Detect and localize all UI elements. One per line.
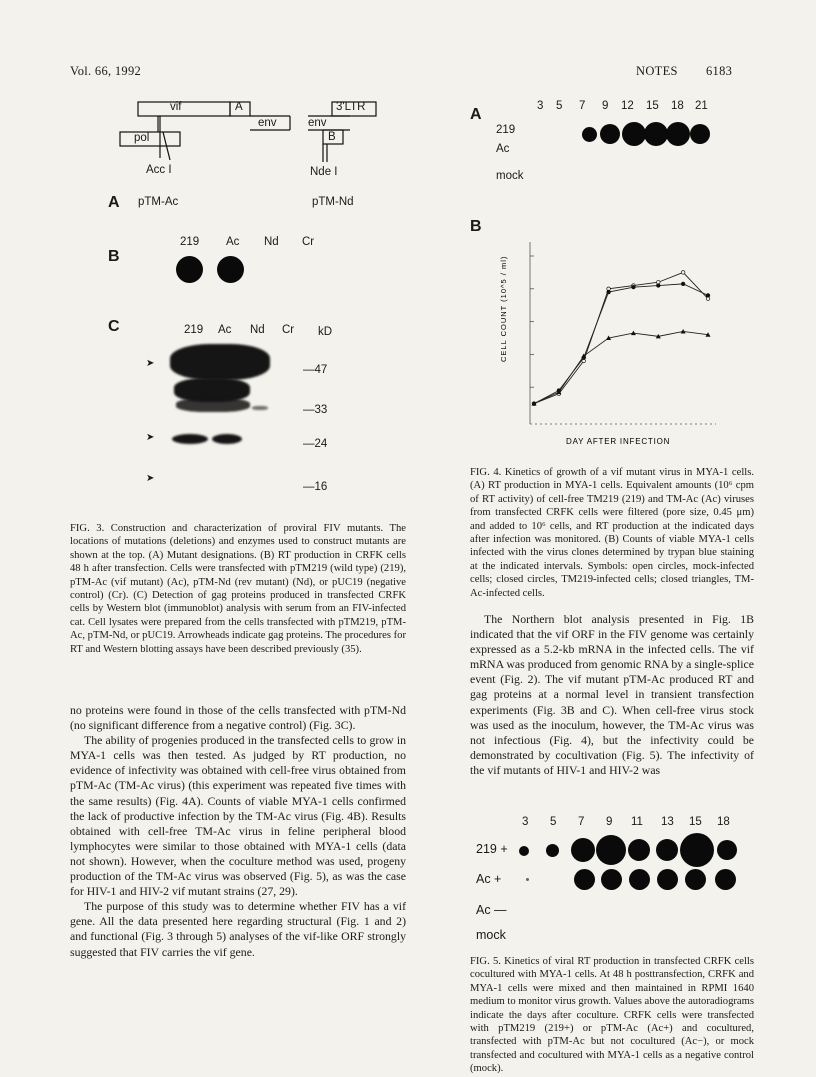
data-point bbox=[607, 290, 611, 294]
map-label-env-left: env bbox=[258, 117, 277, 129]
fig5-spot-219-day13 bbox=[656, 839, 678, 861]
fig4b-series-group bbox=[530, 256, 711, 406]
fig3b-lane-ac: Ac bbox=[226, 236, 240, 248]
marker-24: —24 bbox=[303, 438, 328, 450]
data-point bbox=[631, 331, 636, 336]
fig3-label-pTM-Ac: pTM-Ac bbox=[138, 196, 179, 208]
fig3c-lane-ac: Ac bbox=[218, 324, 232, 336]
fig5-spot-ac-day11 bbox=[629, 869, 650, 890]
fig5-row-ac-minus: Ac — bbox=[476, 903, 507, 917]
data-point bbox=[632, 285, 636, 289]
fig4a-day: 15 bbox=[646, 100, 659, 112]
blot-band-24-219 bbox=[172, 434, 208, 444]
fig3-panel-b-letter: B bbox=[108, 248, 120, 265]
fig3b-lane-219: 219 bbox=[180, 236, 200, 248]
fig3c-lane-cr: Cr bbox=[282, 324, 295, 336]
fig5-row-mock: mock bbox=[476, 928, 506, 942]
data-point bbox=[681, 329, 686, 334]
arrowhead-16: ➤ bbox=[146, 473, 155, 484]
left-column-text bbox=[70, 703, 406, 960]
fig5-row-219-plus: 219 + bbox=[476, 842, 508, 856]
fig5-spot-ac-day13 bbox=[657, 869, 678, 890]
map-label-acc-i: Acc I bbox=[146, 164, 172, 176]
fig5-spot-ac-day7 bbox=[574, 869, 595, 890]
map-label-a: A bbox=[235, 101, 243, 113]
fig5-spot-219-day15 bbox=[680, 833, 714, 867]
page-number: 6183 bbox=[706, 64, 733, 78]
fig5-day-labels bbox=[520, 816, 760, 832]
fig5-day: 18 bbox=[717, 816, 730, 828]
fig5-caption: FIG. 5. Kinetics of viral RT production in transfected CRFK cells cocultured with MYA-1 cells. At 48 h posttransfection, CRFK and MYA-1 cells were mixed and then maintained in RPMI 1640 medium to monitor virus growth. Values above the autoradiograms indicate the days after coculture. CRFK cells were transfected with pTM219 (219+) or pTM-Ac (Ac+) and cocultured, transfected with pTM-Ac but not cocultured (Ac−), or mock transfected and cocultured with MYA-1 cells as a negative control (mock). bbox=[470, 956, 754, 1075]
marker-33: —33 bbox=[303, 404, 328, 416]
fig4a-day: 21 bbox=[695, 100, 708, 112]
fig5-day: 3 bbox=[522, 816, 529, 828]
fig5-row-ac-plus: Ac + bbox=[476, 872, 502, 886]
fig4-panel-b-letter: B bbox=[470, 218, 482, 235]
fig3c-kd-unit: kD bbox=[318, 326, 333, 338]
fig4a-day: 9 bbox=[602, 100, 609, 112]
running-header-volume: Vol. 66, 1992 bbox=[70, 64, 142, 78]
fig3-panel-a-letter: A bbox=[108, 194, 120, 211]
fig5-spot-219-day18 bbox=[717, 840, 737, 860]
fig5-spot-219-day11 bbox=[628, 839, 650, 861]
fig4b-cell-count-chart bbox=[490, 232, 730, 452]
left-paragraph-3: The purpose of this study was to determine whether FIV has a vif gene. All the data presented here regarding structural (Fig. 1 and 2) and functional (Fig. 3 through 5) analyses of the vif-like ORF strongly suggested that FIV carries the vif gene. bbox=[70, 899, 406, 959]
map-label-b: B bbox=[328, 131, 336, 143]
data-point bbox=[706, 294, 710, 298]
fig4a-day: 5 bbox=[556, 100, 563, 112]
arrowhead-47: ➤ bbox=[146, 358, 155, 369]
fig3-panel-c-letter: C bbox=[108, 318, 120, 335]
fig4a-rt-spot-219-day9 bbox=[600, 124, 620, 144]
fig4a-rt-spot-219-day18 bbox=[666, 122, 690, 146]
x-axis-label: DAY AFTER INFECTION bbox=[566, 437, 671, 446]
data-point bbox=[681, 282, 685, 286]
fig4a-day: 18 bbox=[671, 100, 684, 112]
fig3-caption: FIG. 3. Construction and characterization of proviral FIV mutants. The locations of mutations (deletions) and enzymes used to construct mutants are shown at the top. (A) Mutant designations. (B) RT production in CRFK cells 48 h after transfection. Cells were transfected with pTM219 (wild type) (219), pTM-Ac (vif mutant) (Ac), pTM-Nd (rev mutant) (Nd), or pUC19 (negative control) (Cr). (C) Detection of gag proteins produced in transfected CRFK cells by Western blot (immunoblot) analysis with serum from an FIV-infected cat. Cell lysates were prepared from the cells transfected with pTM219, pTM-Ac, pTM-Nd, or pUC19. Arrowheads indicate gag proteins. The procedures for RT and Western blotting assays have been described previously (35). bbox=[70, 523, 406, 655]
fig4a-row-ac: Ac bbox=[496, 143, 510, 155]
marker-16: —16 bbox=[303, 481, 328, 493]
fig4a-row-219: 219 bbox=[496, 124, 516, 136]
data-point bbox=[681, 271, 685, 275]
running-header-section: NOTES bbox=[636, 64, 678, 78]
fig4a-rt-spot-219-day7 bbox=[582, 127, 597, 142]
fig3b-lane-nd: Nd bbox=[264, 236, 279, 248]
fig5-day: 11 bbox=[631, 816, 643, 828]
fig3b-rt-spot-ac bbox=[217, 256, 244, 283]
fig4a-day: 12 bbox=[621, 100, 634, 112]
fig5-spot-ac-day15 bbox=[685, 869, 706, 890]
fig5-day: 9 bbox=[606, 816, 613, 828]
fig4a-row-mock: mock bbox=[496, 170, 524, 182]
blot-band-24-ac bbox=[212, 434, 242, 444]
left-paragraph-1: no proteins were found in those of the cells transfected with pTM-Nd (no significant difference from a negative control) (Fig. 3C). bbox=[70, 703, 406, 733]
fig3c-lane-nd: Nd bbox=[250, 324, 265, 336]
right-paragraph-1: The Northern blot analysis presented in Fig. 1B indicated that the vif ORF in the FIV genome was certainly expressed as a 5.2-kb mRNA in the infected cells. The vif mRNA was produced from genomic RNA by a single-splice event (Fig. 2). The vif mutant pTM-Ac produced RT and gag proteins at a normal level in transient transfection experiments (Fig. 3B and C). When cell-free virus stock was used as the inoculum, however, the TM-Ac virus was not infectious (Fig. 4), but the infectivity could be demonstrated by cocultivation (Fig. 5). The infectivity of the vif mutants of HIV-1 and HIV-2 was bbox=[470, 612, 754, 777]
data-point bbox=[656, 284, 660, 288]
fig4-caption: FIG. 4. Kinetics of growth of a vif mutant virus in MYA-1 cells. (A) RT production in MYA-1 cells. Equivalent amounts (10⁶ cpm of RT activity) of cell-free TM219 (219) and TM-Ac (Ac) viruses from transfected CRFK cells were filtered (pore size, 0.45 μm) and added to 10⁶ cells, and RT production at the indicated days after infection was monitored. (B) Counts of viable MYA-1 cells infected with the virus clones determined by trypan blue staining at the indicated intervals. Symbols: open circles, mock-infected cells; closed circles, TM219-infected cells; closed triangles, TM-Ac-infected cells. bbox=[470, 467, 754, 599]
fig5-spot-219-day5 bbox=[546, 844, 559, 857]
blot-band-47 bbox=[170, 344, 270, 380]
fig5-spot-ac-day18 bbox=[715, 869, 736, 890]
blot-band-33 bbox=[176, 398, 250, 412]
map-label-3-ltr: 3'LTR bbox=[336, 101, 366, 113]
arrowhead-24: ➤ bbox=[146, 432, 155, 443]
fig5-spot-ac-day3 bbox=[526, 878, 529, 881]
fig3b-lane-cr: Cr bbox=[302, 236, 315, 248]
fig4a-rt-spot-219-day12 bbox=[622, 122, 646, 146]
fig3b-rt-spot-219 bbox=[176, 256, 203, 283]
map-label-pol: pol bbox=[134, 132, 150, 144]
fig4a-day: 3 bbox=[537, 100, 544, 112]
fig5-day: 15 bbox=[689, 816, 702, 828]
fig4-panel-a-letter: A bbox=[470, 106, 482, 123]
map-label-nde-i: Nde I bbox=[310, 166, 338, 178]
right-column-text bbox=[470, 612, 754, 778]
blot-band-33-faint bbox=[252, 406, 268, 410]
y-axis-label: CELL COUNT (10^5 / ml) bbox=[499, 255, 508, 362]
fig4a-day-labels bbox=[530, 100, 730, 118]
fig3-label-pTM-Nd: pTM-Nd bbox=[312, 196, 354, 208]
fig4a-rt-spot-219-day21 bbox=[690, 124, 710, 144]
genome-map-lines bbox=[110, 100, 410, 200]
fig5-spot-ac-day9 bbox=[601, 869, 622, 890]
fig5-spot-219-day9 bbox=[596, 835, 626, 865]
fig5-day: 7 bbox=[578, 816, 585, 828]
fig3c-lane-219: 219 bbox=[184, 324, 204, 336]
map-label-env-right: env bbox=[308, 117, 327, 129]
map-label-vif: vif bbox=[170, 101, 182, 113]
fig5-spot-219-day3 bbox=[519, 846, 529, 856]
fig5-day: 13 bbox=[661, 816, 674, 828]
left-paragraph-2: The ability of progenies produced in the transfected cells to grow in MYA-1 cells was then tested. As judged by RT production, no evidence of infectivity was obtained with cell-free virus obtained from pTM-Ac (TM-Ac virus) (this experiment was repeated five times with the same results) (Fig. 4A). Counts of viable MYA-1 cells confirmed the lack of productive infection by the TM-Ac virus (Fig. 4B). Results obtained with cell-free TM-Ac virus in feline peripheral blood lymphocytes were similar to those obtained with MYA-1 cells (data not shown). However, when the coculture method was used, progeny production of the TM-Ac virus was observed (Fig. 5), as was the case for HIV-1 and HIV-2 vif mutant strains (27, 29). bbox=[70, 733, 406, 899]
series-line-0 bbox=[534, 272, 708, 403]
fig5-day: 5 bbox=[550, 816, 557, 828]
series-line-1 bbox=[534, 284, 708, 404]
marker-47: —47 bbox=[303, 364, 328, 376]
fig5-spot-219-day7 bbox=[571, 838, 595, 862]
fig4a-rt-spot-219-day15 bbox=[644, 122, 668, 146]
fig4a-day: 7 bbox=[579, 100, 586, 112]
fig3c-western-blot bbox=[168, 340, 288, 470]
fig3-genome-map bbox=[110, 100, 410, 200]
